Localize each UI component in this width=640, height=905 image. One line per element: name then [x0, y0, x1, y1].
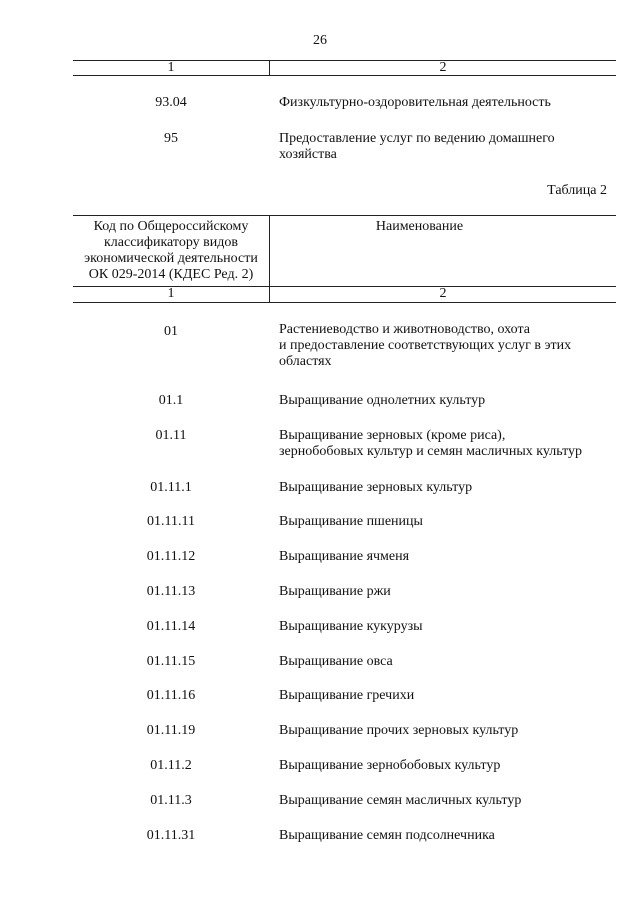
row-name: Выращивание кукурузы [279, 619, 423, 634]
row-code: 01 [164, 324, 178, 339]
row-code: 95 [164, 131, 178, 146]
row-code: 93.04 [155, 95, 187, 110]
header-code-line: Код по Общероссийскому [93, 219, 249, 234]
row-name: Выращивание прочих зерновых культур [279, 723, 519, 738]
row-name: Выращивание зерновых культур [279, 480, 473, 495]
row-name: Выращивание семян подсолнечника [279, 828, 495, 843]
row-name: Выращивание пшеницы [279, 514, 423, 529]
row-code: 01.11.3 [150, 793, 192, 808]
column-number-1: 1 [167, 286, 175, 301]
table-caption: Таблица 2 [547, 183, 607, 198]
row-code: 01.11.11 [147, 514, 195, 529]
row-code: 01.11.14 [146, 619, 196, 634]
header-top-rule [73, 215, 616, 216]
row-code: 01.11.31 [146, 828, 196, 843]
row-code: 01.11 [155, 428, 187, 443]
row-name: Выращивание зернобобовых культур [279, 758, 501, 773]
row-name: Выращивание ржи [279, 584, 391, 599]
row-name-line: областях [279, 354, 332, 369]
row-name: Физкультурно-оздоровительная деятельность [279, 95, 551, 110]
row-name: Выращивание гречихи [279, 688, 415, 703]
row-name-line: Предоставление услуг по ведению домашнего [279, 131, 555, 146]
row-name-line: и предоставление соответствующих услуг в этих [279, 338, 572, 353]
header-name-cell: Наименование [375, 219, 464, 234]
row-code: 01.11.13 [146, 584, 196, 599]
row-name: Выращивание ячменя [279, 549, 410, 564]
row-name-line: хозяйства [279, 147, 337, 162]
header-code-line: ОК 029-2014 (КДЕС Ред. 2) [88, 267, 254, 282]
header-code-line: экономической деятельности [84, 251, 258, 266]
page-number: 26 [313, 33, 327, 48]
row-name [279, 322, 624, 370]
column-number-2: 2 [439, 286, 447, 301]
row-name-line: Растениеводство и животноводство, охота [279, 322, 530, 337]
row-code: 01.11.12 [146, 549, 196, 564]
header-code-cell [73, 219, 269, 283]
row-code: 01.1 [158, 393, 184, 408]
row-code: 01.11.15 [146, 654, 196, 669]
header-code-line: классификатору видов [103, 235, 238, 250]
header-bottom-rule [73, 302, 616, 303]
row-name: Выращивание однолетних культур [279, 393, 486, 408]
row-code: 01.11.1 [150, 480, 192, 495]
column-number-2: 2 [439, 60, 447, 75]
row-name: Выращивание овса [279, 654, 393, 669]
row-name-line: Выращивание зерновых (кроме риса), [279, 428, 506, 443]
row-name-line: зернобобовых культур и семян масличных культур [279, 444, 583, 459]
row-name: Выращивание семян масличных культур [279, 793, 522, 808]
row-code: 01.11.19 [146, 723, 196, 738]
row-name [279, 131, 624, 163]
row-code: 01.11.2 [150, 758, 192, 773]
row-name [279, 428, 624, 460]
row-code: 01.11.16 [146, 688, 196, 703]
column-number-1: 1 [167, 60, 175, 75]
table-header-rule [73, 75, 616, 76]
